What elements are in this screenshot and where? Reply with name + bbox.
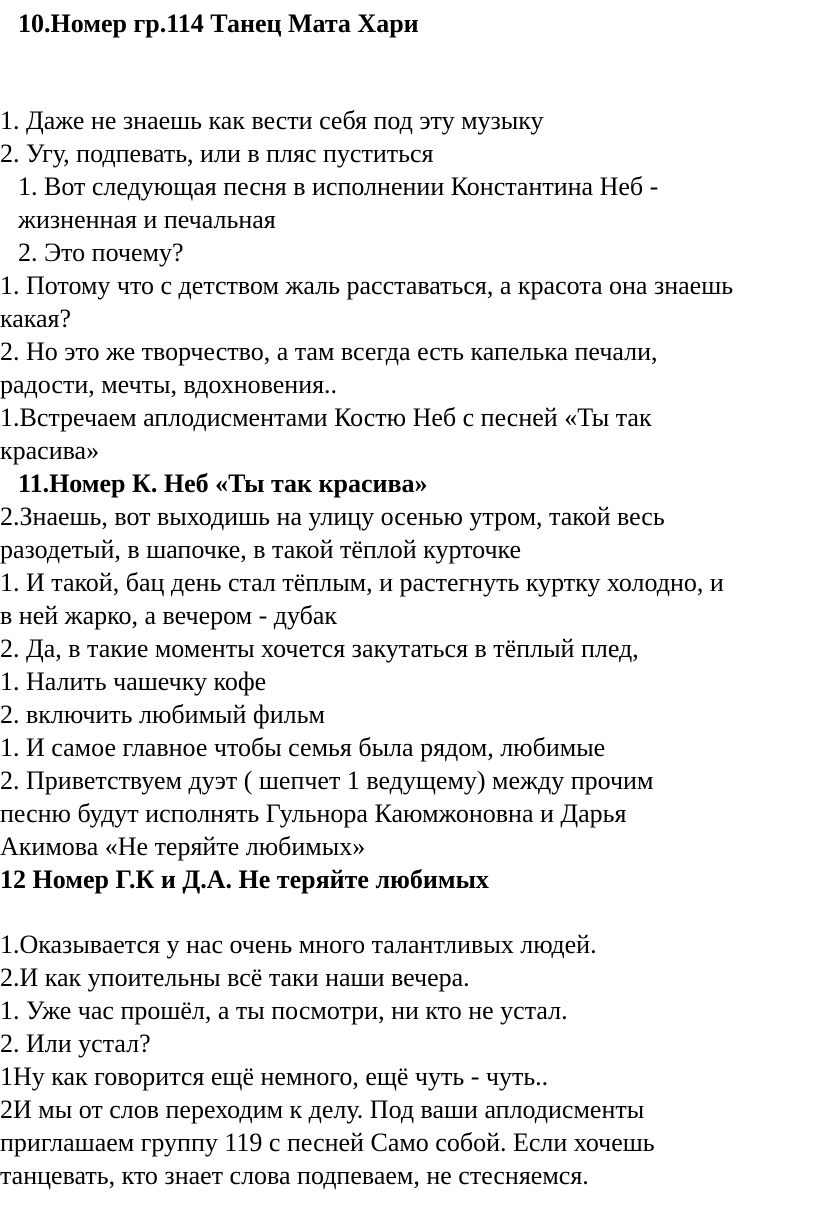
heading-number-11: 11.Номер К. Неб «Ты так красива» [18,469,428,498]
dialogue-line: 2. Но это же творчество, а там всегда есть капелька печали, [0,337,658,366]
dialogue-line: приглашаем группу 119 с песней Само собой. Если хочешь [0,1128,655,1157]
dialogue-line: 1. Вот следующая песня в исполнении Константина Неб - [18,172,659,201]
dialogue-line: 1. Потому что с детством жаль расставаться, а красота она знаешь [0,271,734,300]
dialogue-line: 2. Приветствуем дуэт ( шепчет 1 ведущему) между прочим [0,766,654,795]
dialogue-line: красива» [0,436,100,465]
dialogue-line: разодетый, в шапочке, в такой тёплой курточке [0,535,522,564]
dialogue-line: 1. Даже не знаешь как вести себя под эту музыку [0,106,544,135]
dialogue-line: танцевать, кто знает слова подпеваем, не стесняемся. [0,1161,589,1190]
dialogue-line: радости, мечты, вдохновения.. [0,370,338,399]
dialogue-line: 1.Встречаем аплодисментами Костю Неб с песней «Ты так [0,403,652,432]
dialogue-line: 1. Уже час прошёл, а ты посмотри, ни кто не устал. [0,996,568,1025]
dialogue-line: какая? [0,304,72,333]
dialogue-line: жизненная и печальная [18,205,276,234]
heading-number-12: 12 Номер Г.К и Д.А. Не теряйте любимых [0,865,489,894]
dialogue-line: 1. Налить чашечку кофе [0,667,267,696]
dialogue-line: 2И мы от слов переходим к делу. Под ваши аплодисменты [0,1095,645,1124]
dialogue-line: 1. И самое главное чтобы семья была рядом, любимые [0,733,606,762]
dialogue-line: 1.Оказывается у нас очень много талантливых людей. [0,930,597,959]
dialogue-line: 2. Да, в такие моменты хочется закутаться в тёплый плед, [0,634,639,663]
dialogue-line: 2. Это почему? [18,238,184,267]
heading-number-10: 10.Номер гр.114 Танец Мата Хари [18,9,419,38]
dialogue-line: 2. включить любимый фильм [0,700,325,729]
dialogue-line: Акимова «Не теряйте любимых» [0,832,366,861]
dialogue-line: песню будут исполнять Гульнора Каюмжоновна и Дарья [0,799,627,828]
dialogue-line: 1Ну как говорится ещё немного, ещё чуть - чуть.. [0,1062,549,1091]
dialogue-line: 2.И как упоительны всё таки наши вечера. [0,963,470,992]
dialogue-line: 2.Знаешь, вот выходишь на улицу осенью утром, такой весь [0,502,665,531]
dialogue-line: 1. И такой, бац день стал тёплым, и растегнуть куртку холодно, и [0,568,724,597]
dialogue-line: 2. Или устал? [0,1029,151,1058]
dialogue-line: 2. Угу, подпевать, или в пляс пуститься [0,139,434,168]
dialogue-line: в ней жарко, а вечером - дубак [0,601,338,630]
